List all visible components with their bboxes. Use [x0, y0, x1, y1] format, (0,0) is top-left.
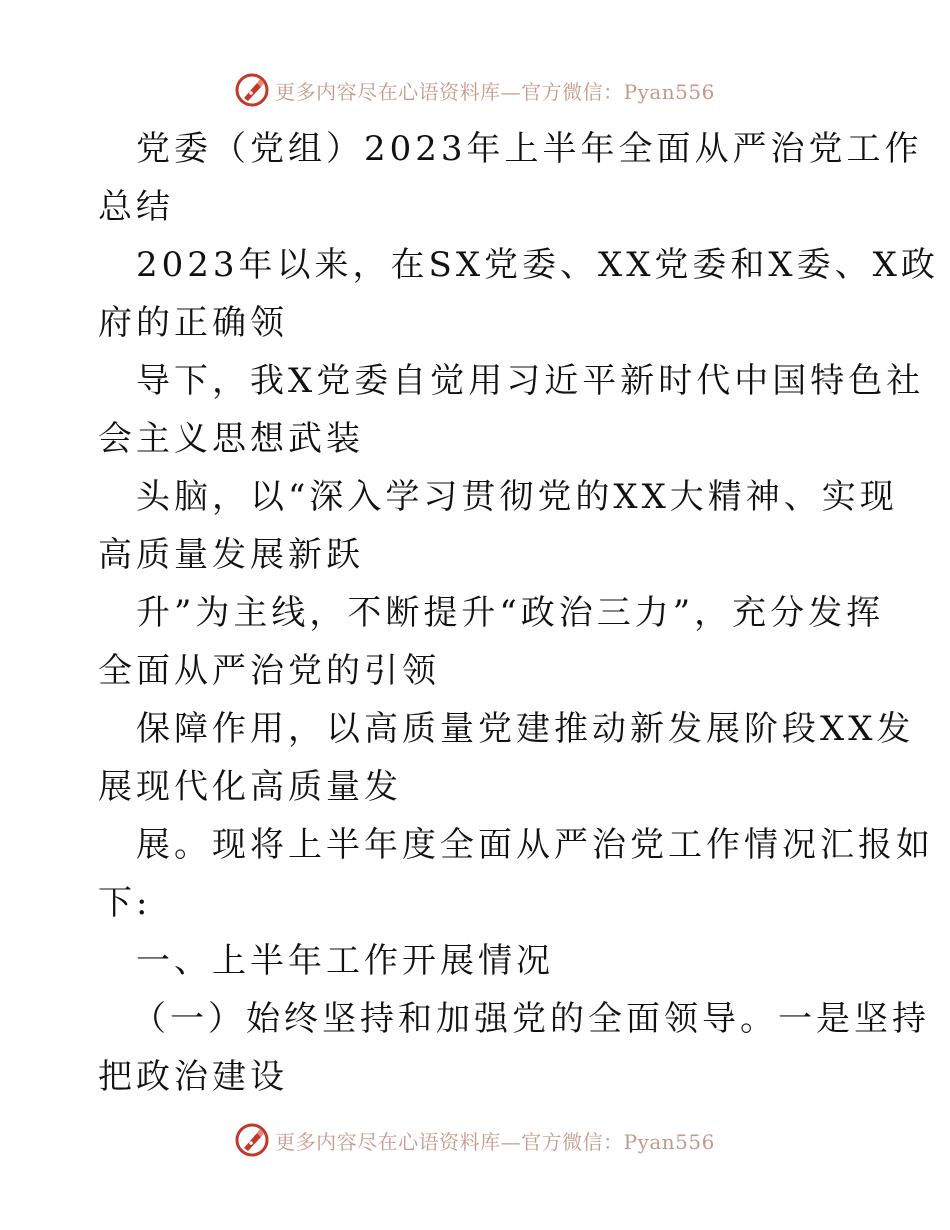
doc-line: 府的正确领: [98, 303, 288, 343]
doc-line: 导下，我X党委自觉用习近平新时代中国特色社: [136, 361, 925, 401]
doc-line: 全面从严治党的引领: [98, 651, 440, 691]
doc-line: 高质量发展新跃: [98, 535, 364, 575]
doc-title-line-2: 总结: [98, 187, 174, 227]
doc-line: 会主义思想武装: [98, 419, 364, 459]
header-watermark: [0, 70, 950, 110]
doc-line: 保障作用，以高质量党建推动新发展阶段XX发: [136, 709, 915, 749]
doc-line: 展。现将上半年度全面从严治党工作情况汇报如: [136, 825, 934, 865]
doc-line: 升”为主线，不断提升“政治三力”，充分发挥: [136, 593, 885, 633]
section-heading: 一、上半年工作开展情况: [136, 941, 554, 981]
footer-watermark: [0, 1120, 950, 1160]
pen-nib-icon: [235, 73, 269, 107]
doc-line: 展现代化高质量发: [98, 767, 402, 807]
doc-line: 头脑，以“深入学习贯彻党的XX大精神、实现: [136, 477, 898, 517]
subsection-line: （一）始终坚持和加强党的全面领导。一是坚持: [132, 999, 930, 1039]
pen-nib-icon: [235, 1123, 269, 1157]
doc-line: 2023年以来，在SX党委、XX党委和X委、X政: [136, 245, 939, 285]
document-body: [98, 120, 939, 1106]
doc-line: 把政治建设: [98, 1057, 288, 1097]
watermark-text: 更多内容尽在心语资料库—官方微信：Pyan556: [275, 1129, 715, 1154]
doc-title-line-1: 党委（党组）2023年上半年全面从严治党工作: [136, 129, 923, 169]
watermark-text: 更多内容尽在心语资料库—官方微信：Pyan556: [275, 79, 715, 104]
doc-line: 下:: [98, 883, 152, 923]
